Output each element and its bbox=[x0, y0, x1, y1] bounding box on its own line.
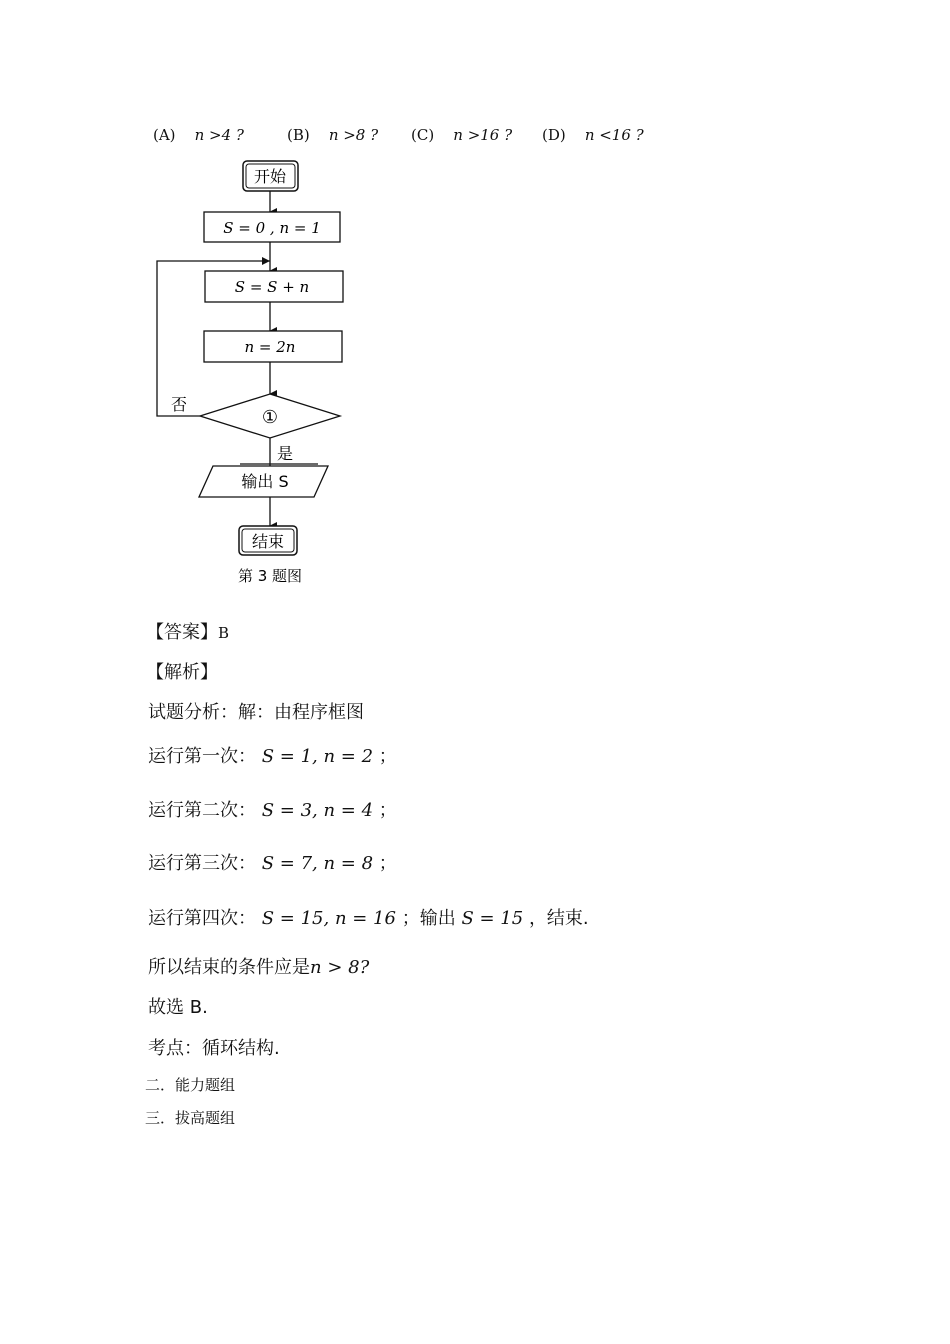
answer-line bbox=[146, 618, 229, 644]
run-2-suffix: ； bbox=[378, 800, 397, 821]
add-label: S = S + n bbox=[234, 278, 310, 296]
run-1-prefix: 运行第一次： bbox=[148, 746, 256, 767]
condition-label: ① bbox=[261, 407, 279, 428]
option-c-label: (C) bbox=[411, 126, 435, 144]
section-three: 三．拔高题组 bbox=[145, 1109, 236, 1127]
analysis-intro: 试题分析：解：由程序框图 bbox=[148, 702, 364, 723]
end-node bbox=[239, 526, 297, 555]
figure-caption: 第 3 题图 bbox=[237, 567, 303, 585]
run-1 bbox=[148, 742, 397, 768]
init-label: S = 0 , n = 1 bbox=[223, 219, 321, 237]
run-2-prefix: 运行第二次： bbox=[148, 800, 256, 821]
answer-label: 【答案】 bbox=[146, 622, 218, 643]
run-4-math2: S = 15 bbox=[461, 908, 524, 929]
output-node bbox=[199, 464, 328, 497]
run-3-math: S = 7, n = 8 bbox=[261, 853, 374, 874]
choose-line: 故选 B. bbox=[148, 997, 208, 1018]
option-b-expr: n >8 ? bbox=[328, 126, 379, 144]
conclusion-line bbox=[148, 953, 369, 979]
conclusion-math: n > 8? bbox=[310, 957, 370, 978]
option-b-label: (B) bbox=[287, 126, 310, 144]
add-node bbox=[205, 271, 343, 302]
loop-back-arrowhead bbox=[262, 257, 270, 265]
condition-node bbox=[200, 394, 340, 438]
run-2 bbox=[148, 796, 397, 822]
option-a-expr: n >4 ? bbox=[194, 126, 244, 144]
run-3 bbox=[148, 849, 397, 875]
option-d-label: (D) bbox=[542, 126, 566, 144]
init-node bbox=[204, 212, 340, 242]
conclusion-prefix: 所以结束的条件应是 bbox=[148, 957, 310, 978]
run-1-suffix: ； bbox=[378, 746, 397, 767]
flowchart bbox=[0, 0, 950, 600]
topic-line: 考点：循环结构. bbox=[148, 1038, 280, 1059]
start-label: 开始 bbox=[253, 167, 287, 186]
end-label: 结束 bbox=[251, 532, 285, 551]
run-4-suffix2: ，结束. bbox=[528, 908, 589, 929]
run-3-suffix: ； bbox=[378, 853, 397, 874]
run-2-math: S = 3, n = 4 bbox=[261, 800, 374, 821]
analysis-label: 【解析】 bbox=[146, 662, 218, 683]
option-c-expr: n >16 ? bbox=[453, 126, 513, 144]
run-4-suffix: ；输出 bbox=[401, 908, 456, 929]
run-3-prefix: 运行第三次： bbox=[148, 853, 256, 874]
yes-label: 是 bbox=[277, 444, 294, 463]
run-4-prefix: 运行第四次： bbox=[148, 908, 256, 929]
output-label: 输出 S bbox=[241, 472, 289, 491]
run-4 bbox=[148, 904, 589, 930]
answer-value: B bbox=[218, 624, 230, 642]
section-two: 二．能力题组 bbox=[145, 1076, 236, 1094]
start-node bbox=[243, 161, 298, 191]
run-1-math: S = 1, n = 2 bbox=[261, 746, 374, 767]
option-d-expr: n <16 ? bbox=[584, 126, 644, 144]
double-node bbox=[204, 331, 342, 362]
run-4-math: S = 15, n = 16 bbox=[261, 908, 396, 929]
no-label: 否 bbox=[171, 395, 188, 414]
double-label: n = 2n bbox=[244, 338, 296, 356]
option-a-label: (A) bbox=[153, 126, 176, 144]
